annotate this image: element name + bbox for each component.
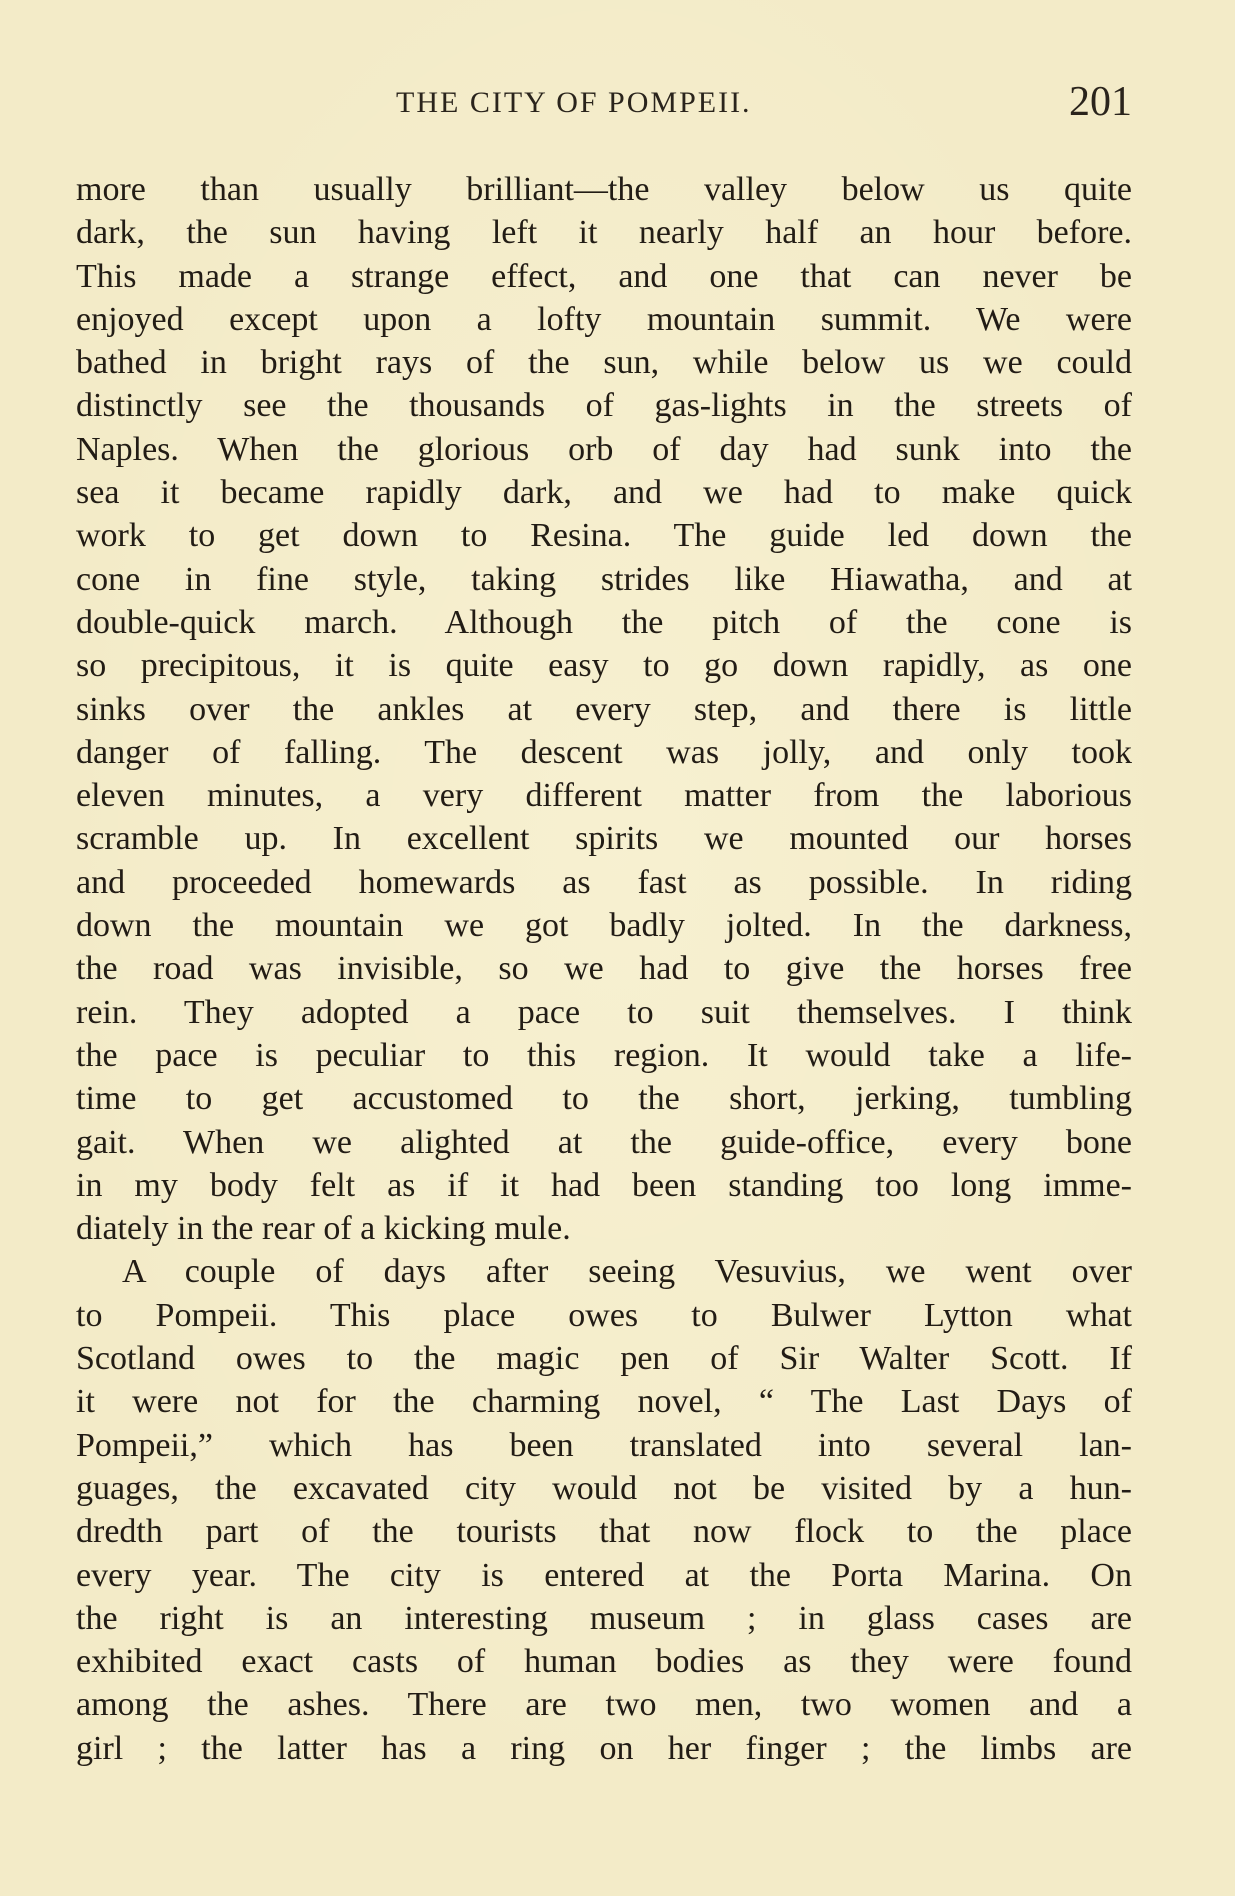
text-line: sea it became rapidly dark, and we had to make quick (76, 474, 1132, 512)
text-line: among the ashes. There are two men, two women and a (76, 1686, 1132, 1724)
text-line: double-quick march. Although the pitch of the cone is (76, 603, 1132, 641)
text-line: distinctly see the thousands of gas-lights in the streets of (76, 387, 1132, 425)
text-line: guages, the excavated city would not be visited by a hun- (76, 1469, 1132, 1507)
text-line: sinks over the ankles at every step, and there is little (76, 690, 1132, 728)
text-line: work to get down to Resina. The guide led down the (76, 517, 1132, 555)
text-line: more than usually brilliant—the valley below us quite (76, 171, 1132, 208)
text-line: bathed in bright rays of the sun, while below us we could (76, 344, 1132, 382)
text-line: the right is an interesting museum ; in glass cases are (76, 1599, 1132, 1637)
text-line: and proceeded homewards as fast as possible. In riding (76, 863, 1132, 901)
text-line: time to get accustomed to the short, jerking, tumbling (76, 1080, 1132, 1118)
body-text (76, 168, 1132, 1770)
text-line: dredth part of the tourists that now flock to the place (76, 1513, 1132, 1551)
paragraph-1 (76, 168, 1132, 1250)
text-line: Scotland owes to the magic pen of Sir Walter Scott. If (76, 1340, 1132, 1378)
text-line: rein. They adopted a pace to suit themselves. I think (76, 993, 1132, 1031)
text-line: so precipitous, it is quite easy to go down rapidly, as one (76, 647, 1132, 685)
page-header (76, 78, 1132, 128)
text-line: the pace is peculiar to this region. It would take a life- (76, 1036, 1132, 1074)
text-line: to Pompeii. This place owes to Bulwer Lytton what (76, 1296, 1132, 1334)
text-line: danger of falling. The descent was jolly, and only took (76, 733, 1132, 771)
text-line: enjoyed except upon a lofty mountain summit. We were (76, 300, 1132, 338)
text-line: scramble up. In excellent spirits we mounted our horses (76, 820, 1132, 858)
paragraph-2 (76, 1250, 1132, 1770)
text-line: exhibited exact casts of human bodies as they were found (76, 1643, 1132, 1681)
text-line: the road was invisible, so we had to give the horses free (76, 950, 1132, 988)
text-line: Pompeii,” which has been translated into several lan- (76, 1426, 1132, 1464)
text-line: A couple of days after seeing Vesuvius, we went over (122, 1253, 1132, 1291)
text-line: dark, the sun having left it nearly half an hour before. (76, 214, 1132, 252)
text-line: girl ; the latter has a ring on her finger ; the limbs are (76, 1729, 1132, 1767)
text-line: This made a strange effect, and one that can never be (76, 257, 1132, 295)
text-line: diately in the rear of a kicking mule. (76, 1210, 571, 1248)
page-number: 201 (1069, 79, 1132, 125)
text-line: cone in fine style, taking strides like Hiawatha, and at (76, 560, 1132, 598)
text-line: down the mountain we got badly jolted. In the darkness, (76, 907, 1132, 945)
text-line: eleven minutes, a very different matter from the laborious (76, 777, 1132, 815)
text-line: gait. When we alighted at the guide-office, every bone (76, 1123, 1132, 1161)
text-line: it were not for the charming novel, “ The Last Days of (76, 1383, 1132, 1421)
text-line: Naples. When the glorious orb of day had sunk into the (76, 430, 1132, 468)
running-title: THE CITY OF POMPEII. (396, 86, 752, 119)
text-line: in my body felt as if it had been standing too long imme- (76, 1166, 1132, 1204)
text-line: every year. The city is entered at the Porta Marina. On (76, 1556, 1132, 1594)
